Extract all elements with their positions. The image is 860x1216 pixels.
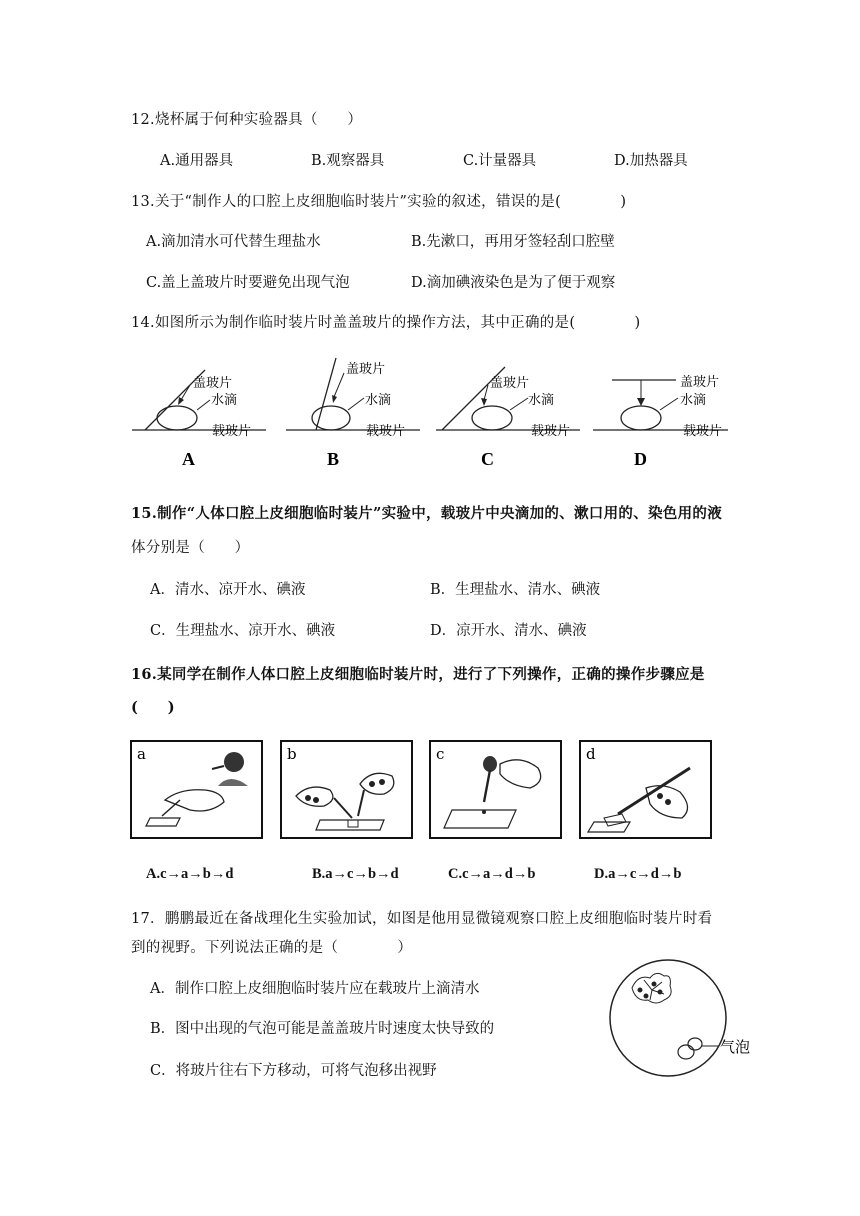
microscope-view-figure (600, 950, 800, 1100)
q16-option-d: D.a→c→d→b (594, 866, 682, 882)
step-c-panel (430, 741, 561, 838)
q17-option-c: C．将玻片往右下方移动，可将气泡移出视野 (150, 1063, 437, 1079)
q16-stem-line2: ( ) (131, 699, 175, 716)
panel-c-slide-label: 载玻片 (531, 424, 571, 439)
panel-d (593, 374, 728, 469)
q12-stem: 12.烧杯属于何种实验器具（ ） (131, 112, 363, 128)
procedure-figure (0, 738, 860, 848)
step-a-label: a (137, 745, 146, 763)
panel-a-slide-label: 载玻片 (212, 424, 252, 439)
q15-option-d: D．凉开水、清水、碘液 (430, 623, 587, 639)
q16-option-b: B.a→c→b→d (312, 866, 399, 882)
panel-d-cover-label: 盖玻片 (680, 375, 720, 390)
panel-c-label: C (481, 449, 494, 469)
panel-b (286, 358, 420, 469)
q12-option-d: D.加热器具 (614, 153, 688, 169)
q16-stem-line1: 16.某同学在制作人体口腔上皮细胞临时装片时，进行了下列操作，正确的操作步骤应是 (131, 666, 705, 683)
q12-option-c: C.计量器具 (463, 153, 537, 169)
q17-option-b: B．图中出现的气泡可能是盖盖玻片时速度太快导致的 (150, 1021, 495, 1037)
panel-d-drop-label: 水滴 (680, 393, 707, 408)
q12-option-a: A.通用器具 (160, 153, 234, 169)
panel-c-drop-label: 水滴 (528, 393, 555, 408)
q15-stem-line1: 15.制作“人体口腔上皮细胞临时装片”实验中，载玻片中央滴加的、漱口用的、染色用的液 (131, 505, 723, 522)
q17-stem-line2: 到的视野。下列说法正确的是（ ） (131, 940, 413, 956)
q15-option-c: C．生理盐水、凉开水、碘液 (150, 623, 336, 639)
q12-option-b: B.观察器具 (311, 153, 385, 169)
panel-a-drop-label: 水滴 (211, 393, 238, 408)
panel-a-label: A (182, 449, 195, 469)
q13-option-a: A.滴加清水可代替生理盐水 (146, 234, 321, 250)
panel-b-cover-label: 盖玻片 (346, 362, 386, 377)
q13-option-b: B.先漱口，再用牙签轻刮口腔壁 (411, 234, 615, 250)
panel-b-slide-label: 载玻片 (366, 424, 406, 439)
panel-d-slide-label: 载玻片 (683, 424, 723, 439)
panel-b-label: B (327, 449, 340, 469)
q16-option-a: A.c→a→b→d (146, 866, 234, 882)
q14-stem: 14.如图所示为制作临时装片时盖盖玻片的操作方法，其中正确的是( ) (131, 315, 641, 331)
q17-option-a: A．制作口腔上皮细胞临时装片应在载玻片上滴清水 (150, 981, 480, 997)
q13-stem: 13.关于“制作人的口腔上皮细胞临时装片”实验的叙述，错误的是( ) (131, 194, 627, 210)
q13-option-c: C.盖上盖玻片时要避免出现气泡 (146, 275, 350, 291)
step-b-label: b (287, 745, 297, 763)
panel-c-cover-label: 盖玻片 (490, 376, 530, 391)
step-d-panel (580, 741, 711, 838)
q15-option-a: A．清水、凉开水、碘液 (150, 582, 306, 598)
panel-b-drop-label: 水滴 (365, 393, 392, 408)
panel-c (436, 367, 580, 469)
bubble-label: 气泡 (720, 1038, 751, 1056)
q16-option-c: C.c→a→d→b (448, 866, 536, 882)
panel-a-cover-label: 盖玻片 (193, 376, 233, 391)
coverslip-figure (0, 355, 860, 495)
panel-d-label: D (634, 449, 647, 469)
q15-option-b: B．生理盐水、清水、碘液 (430, 582, 601, 598)
q13-option-d: D.滴加碘液染色是为了便于观察 (411, 275, 616, 291)
q17-stem-line1: 17．鹏鹏最近在备战理化生实验加试，如图是他用显微镜观察口腔上皮细胞临时装片时看 (131, 911, 713, 927)
q15-stem-line2: 体分别是（ ） (131, 540, 250, 556)
step-b-panel (281, 741, 412, 838)
step-a-panel (131, 741, 262, 838)
panel-a (132, 370, 266, 469)
step-c-label: c (436, 745, 445, 763)
step-d-label: d (586, 745, 596, 763)
